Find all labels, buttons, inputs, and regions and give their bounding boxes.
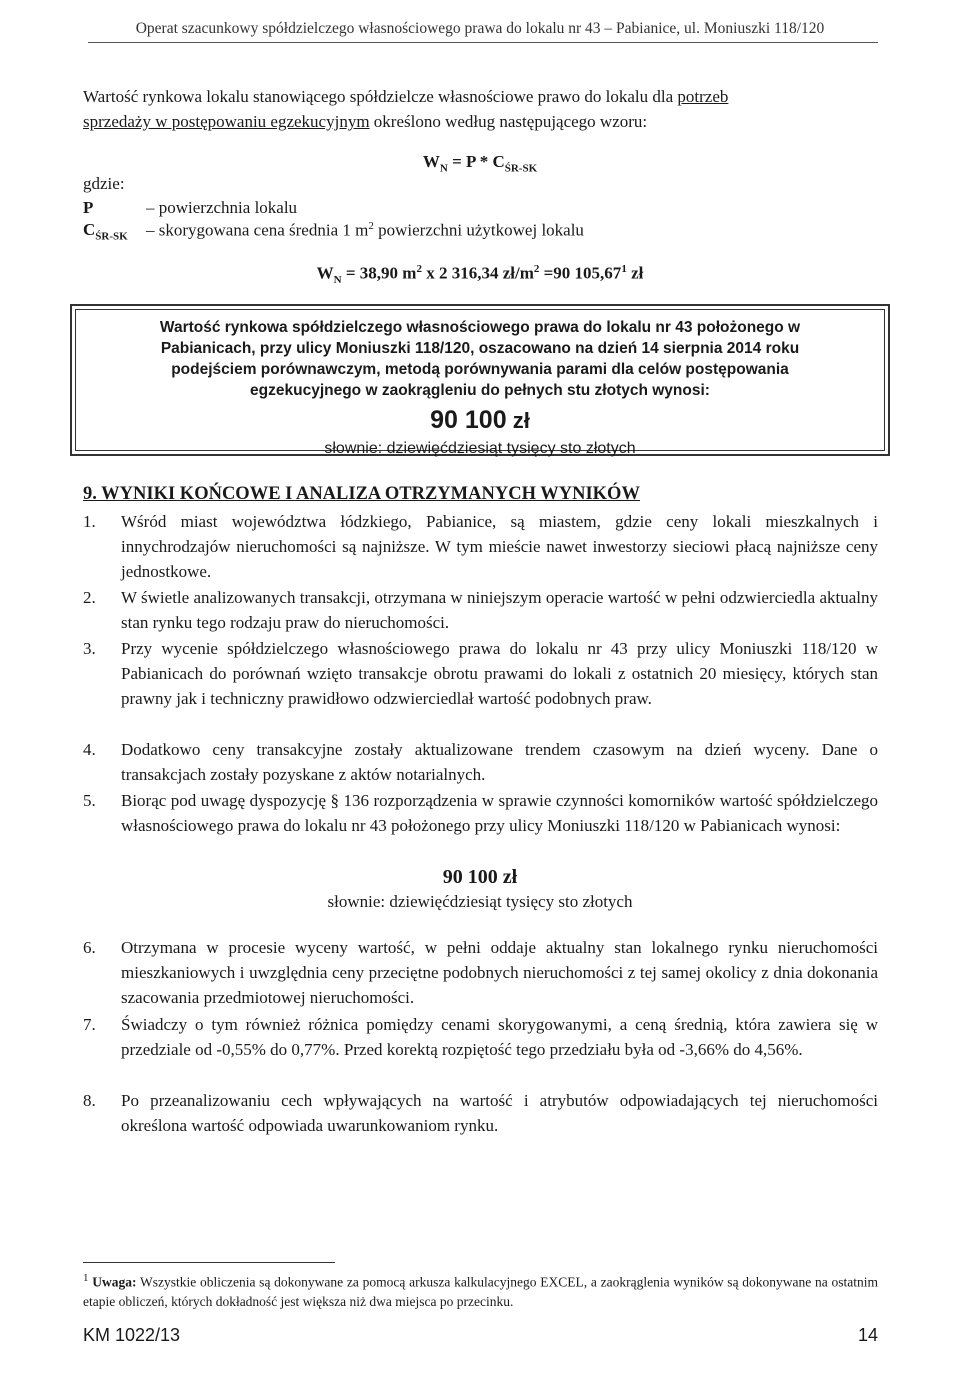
list-item xyxy=(83,636,878,711)
calc-sup-1: 2 xyxy=(416,263,422,275)
formula-eq: = P * C xyxy=(447,152,505,171)
running-header: Operat szacunkowy spółdzielczego własnościowego prawa do lokalu nr 43 – Pabianice, ul. Moniuszki 118/120 xyxy=(135,20,825,37)
result-line-2: Pabianicach, przy ulicy Moniuszki 118/120, oszacowano na dzień 14 sierpnia 2014 roku xyxy=(160,340,800,357)
result-amount xyxy=(116,406,844,435)
intro-text-2: określono według następującego wzoru: xyxy=(369,112,648,131)
footnote xyxy=(83,1269,878,1311)
calc-w: W xyxy=(316,263,334,283)
result-line-1: Wartość rynkowa spółdzielczego własnościowego prawa do lokalu nr 43 położonego w xyxy=(159,319,801,336)
calculation-line xyxy=(0,263,960,286)
item-text: Biorąc pod uwagę dyspozycję § 136 rozporządzenia w sprawie czynności komorników wartość spółdzielczego własnościowego prawa do lokalu nr 43 położonego przy ulicy Moniuszki 118/120 w Pabianicach wynosi: xyxy=(121,791,878,835)
calc-part-3: =90 105,67 xyxy=(539,263,622,283)
item-number: 3. xyxy=(83,639,96,658)
c-desc-pre: – skorygowana cena średnia 1 m xyxy=(146,220,369,240)
p-symbol: P xyxy=(83,198,94,217)
item-number: 7. xyxy=(83,1015,96,1034)
formula-lhs: W xyxy=(422,152,440,171)
intro-underlined-2: sprzedaży w postępowaniu egzekucyjnym xyxy=(83,112,370,131)
calc-part-1: = 38,90 m xyxy=(341,263,417,283)
where-label: gdzie: xyxy=(83,174,125,193)
item-text: Dodatkowo ceny transakcyjne zostały aktualizowane trendem czasowym na dzień wyceny. Dane o transakcjach zostały pozyskane z aktów notarialnych. xyxy=(121,740,878,784)
result-amount-currency: zł xyxy=(506,408,530,433)
footnote-label: Uwaga: xyxy=(92,1274,137,1290)
list-item xyxy=(83,1088,878,1138)
list-item xyxy=(83,737,878,787)
formula-lhs-sub: N xyxy=(439,162,448,175)
item-text: Po przeanalizowaniu cech wpływających na wartość i atrybutów odpowiadających tej nieruchomości określona wartość odpowiada uwarunkowaniom rynku. xyxy=(121,1091,878,1135)
result-line-4: egzekucyjnego w zaokrągleniu do pełnych stu złotych wynosi: xyxy=(250,382,710,399)
calc-w-sub: N xyxy=(333,274,342,287)
c-symbol-sub: ŚR-SK xyxy=(95,230,128,243)
result-line-3: podejściem porównawczym, metodą porównywania parami dla celów postępowania xyxy=(171,361,789,378)
value-amount: 90 100 zł xyxy=(442,866,518,888)
intro-paragraph xyxy=(83,84,878,134)
list-item xyxy=(83,509,878,584)
calc-part-4: zł xyxy=(626,263,644,283)
footnote-mark: 1 xyxy=(83,1272,89,1284)
intro-underlined-1: potrzeb xyxy=(677,87,729,106)
item-number: 2. xyxy=(83,588,96,607)
footnote-divider xyxy=(83,1262,335,1263)
document-reference: KM 1022/13 xyxy=(83,1325,181,1345)
c-desc-sup: 2 xyxy=(368,220,374,232)
result-box xyxy=(70,304,890,456)
result-box-inner xyxy=(75,309,885,457)
result-amount-value: 90 100 xyxy=(430,406,507,434)
item-number: 6. xyxy=(83,938,96,957)
item-number: 8. xyxy=(83,1091,96,1110)
list-item xyxy=(83,1012,878,1062)
main-formula xyxy=(0,152,960,174)
list-item xyxy=(83,935,878,1010)
item-text: Przy wycenie spółdzielczego własnościowego prawa do lokalu nr 43 przy ulicy Moniuszki 118/120 w Pabianicach do porównań wzięto transakcje obrotu prawami do lokali z ostatnich 20 miesięcy, których stan prawny jak i techniczny prawidłowo odzwierciedlał wartość podobnych praw. xyxy=(121,639,878,708)
calc-footnote-ref: 1 xyxy=(621,263,627,275)
calc-part-2: x 2 316,34 zł/m xyxy=(421,263,534,283)
item-text: Świadczy o tym również różnica pomiędzy cenami skorygowanymi, a ceną średnią, która zawiera się w przedziale od -0,55% do 0,77%. Przed korektą rozpiętość tego przedziału była od -3,66% do 4,56%. xyxy=(121,1015,878,1059)
c-symbol-letter: C xyxy=(83,220,96,239)
calc-sup-2: 2 xyxy=(533,263,540,275)
list-item xyxy=(83,788,878,838)
item-text: Otrzymana w procesie wyceny wartość, w pełni oddaje aktualny stan lokalnego rynku nieruchomości mieszkaniowych i uwzględnia ceny przeciętne podobnych nieruchomości z tej samej okolicy z dnia dokonania szacowania przedmiotowej nieruchomości. xyxy=(121,938,878,1007)
section-title: 9. WYNIKI KOŃCOWE I ANALIZA OTRZYMANYCH WYNIKÓW xyxy=(83,484,640,504)
c-desc-post: powierzchni użytkowej lokalu xyxy=(373,220,584,240)
formula-rhs-sub: ŚR-SK xyxy=(504,162,538,175)
result-words: słownie: dziewięćdziesiąt tysięcy sto złotych xyxy=(324,440,636,457)
p-description: – powierzchnia lokalu xyxy=(146,198,298,217)
list-item xyxy=(83,585,878,635)
item-number: 5. xyxy=(83,791,96,810)
value-words: słownie: dziewięćdziesiąt tysięcy sto złotych xyxy=(327,892,633,911)
intro-text-1: Wartość rynkowa lokalu stanowiącego spółdzielcze własnościowe prawo do lokalu dla xyxy=(83,87,678,106)
item-number: 4. xyxy=(83,740,96,759)
item-number: 1. xyxy=(83,512,96,531)
item-text: Wśród miast województwa łódzkiego, Pabianice, są miastem, gdzie ceny lokali mieszkalnych i innychrodzajów nieruchomości są najniższe. W tym mieście nawet inwestorzy sieciowi płacą najniższe ceny jednostkowe. xyxy=(121,512,878,581)
c-symbol xyxy=(83,220,128,242)
c-description xyxy=(146,220,584,241)
page-number: 14 xyxy=(857,1325,878,1345)
footnote-text: Wszystkie obliczenia są dokonywane za pomocą arkusza kalkulacyjnego EXCEL, a zaokrąglenia wyników są dokonywane na ostatnim etapie obliczeń, których dokładność jest większa niż dwa miejsca po przecinku. xyxy=(83,1274,879,1309)
header-divider xyxy=(88,42,878,43)
item-text: W świetle analizowanych transakcji, otrzymana w niniejszym operacie wartość w pełni odzwierciedla aktualny stan rynku tego rodzaju praw do nieruchomości. xyxy=(121,588,878,632)
